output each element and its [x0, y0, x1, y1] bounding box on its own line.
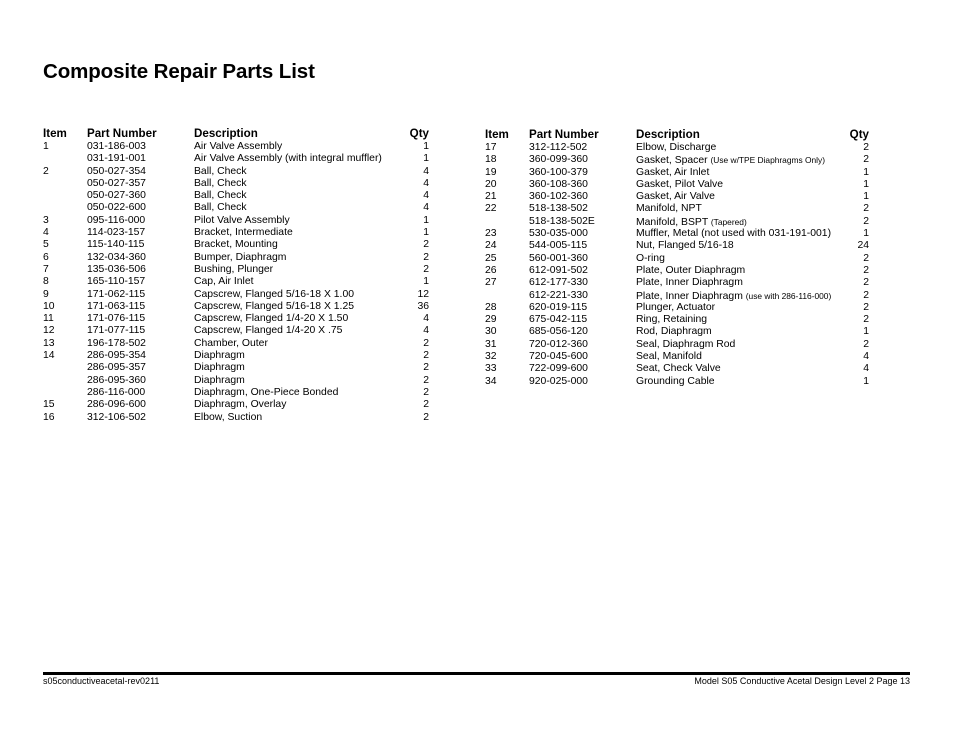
row-description	[636, 253, 665, 265]
row-qty: 2	[863, 142, 869, 153]
row-item-number: 4	[43, 227, 49, 239]
row-part-number: 031-186-003	[87, 141, 146, 152]
row-part-number: 286-095-357	[87, 362, 146, 374]
row-part-number: 050-022-600	[87, 202, 146, 214]
row-qty: 1	[863, 326, 869, 338]
row-qty: 2	[423, 362, 429, 374]
row-item-number: 2	[43, 165, 49, 177]
table-row	[485, 277, 869, 289]
row-item-number: 22	[485, 203, 497, 215]
row-description-text: Plate, Inner Diaphragm	[636, 290, 746, 302]
row-item-number: 34	[485, 375, 497, 387]
row-description-text: Ball, Check	[194, 177, 247, 189]
row-part-number: 050-027-360	[87, 190, 146, 202]
row-item-number: 14	[43, 350, 55, 362]
table-row	[43, 215, 429, 227]
row-description	[636, 167, 709, 179]
table-row	[43, 190, 429, 202]
row-item-number: 20	[485, 178, 497, 190]
row-description-text: Air Valve Assembly (with integral muffler)	[194, 153, 382, 165]
table-row	[485, 216, 869, 228]
row-item-number: 13	[43, 337, 55, 349]
row-description-text: Plate, Inner Diaphragm	[636, 277, 743, 289]
row-qty: 4	[863, 351, 869, 363]
row-part-number: 171-062-115	[87, 288, 146, 300]
row-qty: 1	[423, 214, 429, 226]
row-description	[636, 326, 712, 338]
row-part-number: 560-001-360	[529, 252, 588, 264]
row-description	[194, 375, 245, 387]
row-qty: 2	[863, 215, 869, 227]
row-description-text: Ball, Check	[194, 202, 247, 214]
row-description-text: Manifold, NPT	[636, 203, 702, 215]
table-row	[485, 253, 869, 265]
table-row	[43, 227, 429, 239]
row-qty: 2	[863, 338, 869, 350]
row-description	[636, 216, 747, 229]
row-item-number: 25	[485, 252, 497, 264]
row-description-text: Bracket, Mounting	[194, 239, 278, 251]
row-description	[636, 142, 716, 154]
row-part-number: 720-012-360	[529, 338, 588, 350]
table-row	[43, 387, 429, 399]
row-item-number: 1	[43, 141, 49, 152]
row-description-text: Capscrew, Flanged 5/16-18 X 1.25	[194, 300, 354, 312]
row-description-text: Manifold, BSPT	[636, 216, 711, 228]
row-description	[194, 141, 282, 153]
row-qty: 2	[423, 386, 429, 398]
row-description-text: Capscrew, Flanged 5/16-18 X 1.00	[194, 288, 354, 300]
row-item-number: 19	[485, 166, 497, 178]
row-description-text: Gasket, Pilot Valve	[636, 178, 724, 190]
table-row	[485, 154, 869, 166]
row-part-number: 530-035-000	[529, 228, 588, 240]
row-description	[636, 240, 734, 252]
row-description	[194, 412, 262, 424]
row-description-text: Gasket, Spacer	[636, 155, 711, 167]
row-description	[194, 387, 338, 399]
row-description	[636, 302, 715, 314]
row-description	[636, 179, 723, 191]
row-part-number: 171-077-115	[87, 325, 146, 337]
table-row	[485, 265, 869, 277]
row-item-number: 27	[485, 277, 497, 289]
row-qty: 4	[423, 165, 429, 177]
header-qty: Qty	[849, 128, 869, 141]
row-part-number: 360-099-360	[529, 154, 588, 166]
row-part-number: 050-027-354	[87, 165, 146, 177]
table-row	[485, 203, 869, 215]
row-description	[194, 239, 278, 251]
footer-divider	[43, 672, 910, 675]
table-row	[43, 153, 429, 165]
header-item: Item	[485, 128, 509, 141]
row-description	[636, 203, 702, 215]
row-qty: 2	[863, 203, 869, 215]
row-qty: 2	[863, 289, 869, 301]
row-qty: 4	[423, 202, 429, 214]
row-part-number: 031-191-001	[87, 153, 146, 165]
row-part-number: 286-116-000	[87, 386, 146, 398]
table-row	[485, 240, 869, 252]
row-description	[194, 313, 348, 325]
table-header	[43, 127, 429, 141]
row-part-number: 312-106-502	[87, 411, 146, 423]
row-description	[194, 276, 254, 288]
row-description	[636, 277, 743, 289]
row-part-number: 720-045-600	[529, 351, 588, 363]
row-part-number: 518-138-502E	[529, 215, 595, 227]
header-description: Description	[636, 128, 700, 141]
row-qty: 2	[423, 337, 429, 349]
row-description	[636, 339, 735, 351]
row-qty: 2	[863, 252, 869, 264]
row-description-text: Seat, Check Valve	[636, 363, 721, 375]
table-row	[43, 412, 429, 424]
row-description-text: Air Valve Assembly	[194, 141, 283, 152]
row-part-number: 132-034-360	[87, 251, 146, 263]
row-part-number: 518-138-502	[529, 203, 588, 215]
table-row	[43, 178, 429, 190]
row-description-text: Diaphragm	[194, 350, 245, 362]
row-item-number: 16	[43, 411, 55, 423]
row-part-number: 050-027-357	[87, 177, 146, 189]
row-description	[194, 325, 342, 337]
row-part-number: 620-019-115	[529, 301, 588, 313]
row-description-text: Plunger, Actuator	[636, 301, 716, 313]
row-qty: 2	[863, 301, 869, 313]
row-part-number: 171-076-115	[87, 313, 146, 325]
row-item-number: 9	[43, 288, 49, 300]
row-part-number: 722-099-600	[529, 363, 588, 375]
row-description-text: Bushing, Plunger	[194, 263, 274, 275]
row-qty: 1	[863, 375, 869, 387]
header-description: Description	[194, 127, 258, 140]
table-row	[43, 202, 429, 214]
row-qty: 2	[863, 264, 869, 276]
row-item-number: 24	[485, 240, 497, 252]
row-item-number: 31	[485, 338, 497, 350]
row-description	[194, 350, 245, 362]
row-item-number: 10	[43, 300, 55, 312]
row-description	[194, 289, 354, 301]
row-part-number: 360-102-360	[529, 191, 588, 203]
table-row	[485, 290, 869, 302]
row-description-text: Nut, Flanged 5/16-18	[636, 240, 734, 252]
row-description-text: Muffler, Metal (not used with 031-191-001)	[636, 228, 832, 240]
row-description-text: Diaphragm, One-Piece Bonded	[194, 386, 339, 398]
row-qty: 1	[423, 141, 429, 152]
row-description-text: Seal, Manifold	[636, 351, 702, 363]
row-description	[194, 362, 245, 374]
row-qty: 24	[857, 240, 869, 252]
row-description-text: Capscrew, Flanged 1/4-20 X .75	[194, 325, 343, 337]
row-description-text: Pilot Valve Assembly	[194, 214, 290, 226]
row-part-number: 685-056-120	[529, 326, 588, 338]
row-description	[194, 252, 286, 264]
table-row	[485, 142, 869, 154]
row-description	[636, 154, 825, 167]
row-qty: 1	[423, 227, 429, 239]
row-qty: 4	[423, 325, 429, 337]
row-qty: 2	[423, 399, 429, 411]
parts-table-left	[43, 127, 429, 424]
row-qty: 1	[423, 276, 429, 288]
table-row	[485, 376, 869, 388]
row-qty: 1	[423, 153, 429, 165]
row-description	[194, 166, 247, 178]
table-row	[43, 325, 429, 337]
row-description	[194, 178, 247, 190]
row-description-text: Diaphragm	[194, 374, 245, 386]
table-row	[43, 338, 429, 350]
row-description	[194, 153, 382, 165]
table-row	[485, 167, 869, 179]
row-description	[194, 338, 268, 350]
row-item-number: 12	[43, 325, 55, 337]
row-item-number: 18	[485, 154, 497, 166]
row-item-number: 7	[43, 263, 49, 275]
row-description-text: Gasket, Air Inlet	[636, 166, 710, 178]
header-qty: Qty	[409, 127, 429, 140]
row-part-number: 286-096-600	[87, 399, 146, 411]
footer-document-id: s05conductiveacetal-rev0211	[43, 676, 160, 686]
row-description-text: Grounding Cable	[636, 375, 715, 387]
row-qty: 1	[863, 228, 869, 240]
row-description-text: Elbow, Suction	[194, 411, 263, 423]
row-part-number: 612-221-330	[529, 289, 588, 301]
table-row	[485, 339, 869, 351]
row-qty: 2	[863, 314, 869, 326]
row-part-number: 920-025-000	[529, 375, 588, 387]
table-row	[485, 351, 869, 363]
row-part-number: 360-108-360	[529, 178, 588, 190]
row-description-text: Diaphragm	[194, 362, 245, 374]
table-row	[43, 252, 429, 264]
row-qty: 1	[863, 178, 869, 190]
row-description	[636, 265, 745, 277]
row-description	[194, 202, 247, 214]
table-row	[43, 313, 429, 325]
row-description-text: O-ring	[636, 252, 665, 264]
row-qty: 1	[863, 166, 869, 178]
table-header	[485, 128, 869, 142]
row-part-number: 286-095-354	[87, 350, 146, 362]
row-part-number: 612-177-330	[529, 277, 588, 289]
row-qty: 2	[423, 350, 429, 362]
row-qty: 2	[863, 277, 869, 289]
table-row	[485, 314, 869, 326]
row-item-number: 6	[43, 251, 49, 263]
row-description-text: Bumper, Diaphragm	[194, 251, 287, 263]
row-part-number: 675-042-115	[529, 314, 588, 326]
row-description-text: Plate, Outer Diaphragm	[636, 264, 746, 276]
row-description	[194, 399, 286, 411]
row-qty: 2	[863, 154, 869, 166]
row-qty: 2	[423, 374, 429, 386]
row-part-number: 135-036-506	[87, 263, 146, 275]
row-description	[636, 228, 831, 240]
table-row	[43, 350, 429, 362]
row-item-number: 26	[485, 264, 497, 276]
row-item-number: 11	[43, 313, 54, 325]
row-qty: 2	[423, 251, 429, 263]
footer-page-info: Model S05 Conductive Acetal Design Level 2 Page 13	[694, 676, 910, 686]
row-item-number: 17	[485, 142, 497, 153]
row-description-text: Bracket, Intermediate	[194, 227, 293, 239]
row-description-text: Capscrew, Flanged 1/4-20 X 1.50	[194, 313, 349, 325]
table-row	[43, 166, 429, 178]
row-part-number: 171-063-115	[87, 300, 146, 312]
row-description	[636, 290, 831, 303]
row-description	[636, 191, 715, 203]
table-row	[43, 301, 429, 313]
table-row	[485, 228, 869, 240]
row-part-number: 544-005-115	[529, 240, 588, 252]
table-row	[485, 302, 869, 314]
row-description-text: Ball, Check	[194, 165, 247, 177]
row-description-text: Ball, Check	[194, 190, 247, 202]
header-part-number: Part Number	[87, 127, 157, 140]
table-row	[485, 326, 869, 338]
row-description	[636, 351, 702, 363]
table-row	[43, 362, 429, 374]
header-item: Item	[43, 127, 67, 140]
row-qty: 4	[423, 177, 429, 189]
header-part-number: Part Number	[529, 128, 599, 141]
table-row	[43, 264, 429, 276]
row-description-note: (Use w/TPE Diaphragms Only)	[710, 155, 826, 166]
row-qty: 12	[417, 288, 429, 300]
row-description	[194, 301, 354, 313]
table-row	[43, 141, 429, 153]
table-row	[43, 239, 429, 251]
row-part-number: 114-023-157	[87, 227, 146, 239]
table-row	[485, 191, 869, 203]
row-part-number: 360-100-379	[529, 166, 588, 178]
row-description	[636, 363, 721, 375]
row-description-text: Elbow, Discharge	[636, 142, 717, 153]
row-item-number: 28	[485, 301, 497, 313]
row-part-number: 165-110-157	[87, 276, 146, 288]
row-description-note: (use with 286-116-000)	[745, 290, 832, 301]
row-item-number: 5	[43, 239, 49, 251]
row-item-number: 15	[43, 399, 55, 411]
row-qty: 4	[423, 313, 429, 325]
row-qty: 4	[423, 190, 429, 202]
row-part-number: 095-116-000	[87, 214, 146, 226]
row-item-number: 29	[485, 314, 497, 326]
row-description-note: (Tapered)	[710, 216, 747, 227]
row-qty: 2	[423, 411, 429, 423]
row-description	[194, 215, 290, 227]
table-row	[43, 276, 429, 288]
row-description	[636, 376, 715, 388]
row-item-number: 32	[485, 351, 497, 363]
row-qty: 2	[423, 263, 429, 275]
row-qty: 2	[423, 239, 429, 251]
row-description	[194, 190, 247, 202]
table-row	[43, 289, 429, 301]
table-body	[485, 142, 869, 388]
row-description	[194, 227, 293, 239]
row-description-text: Diaphragm, Overlay	[194, 399, 287, 411]
table-row	[43, 375, 429, 387]
page-title: Composite Repair Parts List	[43, 60, 315, 83]
row-item-number: 3	[43, 214, 49, 226]
row-description-text: Gasket, Air Valve	[636, 191, 715, 203]
row-description-text: Chamber, Outer	[194, 337, 268, 349]
row-part-number: 286-095-360	[87, 374, 146, 386]
row-part-number: 196-178-502	[87, 337, 146, 349]
parts-table-right	[485, 128, 869, 388]
row-item-number: 8	[43, 276, 49, 288]
row-part-number: 115-140-115	[87, 239, 145, 251]
table-body	[43, 141, 429, 424]
row-description-text: Rod, Diaphragm	[636, 326, 712, 338]
row-part-number: 312-112-502	[529, 142, 588, 153]
row-description-text: Seal, Diaphragm Rod	[636, 338, 736, 350]
row-item-number: 33	[485, 363, 497, 375]
row-item-number: 23	[485, 228, 497, 240]
row-description-text: Cap, Air Inlet	[194, 276, 254, 288]
table-row	[485, 179, 869, 191]
table-row	[43, 399, 429, 411]
row-item-number: 30	[485, 326, 497, 338]
table-row	[485, 363, 869, 375]
row-part-number: 612-091-502	[529, 264, 588, 276]
row-description	[636, 314, 707, 326]
row-description	[194, 264, 273, 276]
row-item-number: 21	[485, 191, 497, 203]
row-description-text: Ring, Retaining	[636, 314, 708, 326]
row-qty: 1	[863, 191, 869, 203]
row-qty: 4	[863, 363, 869, 375]
row-qty: 36	[417, 300, 429, 312]
